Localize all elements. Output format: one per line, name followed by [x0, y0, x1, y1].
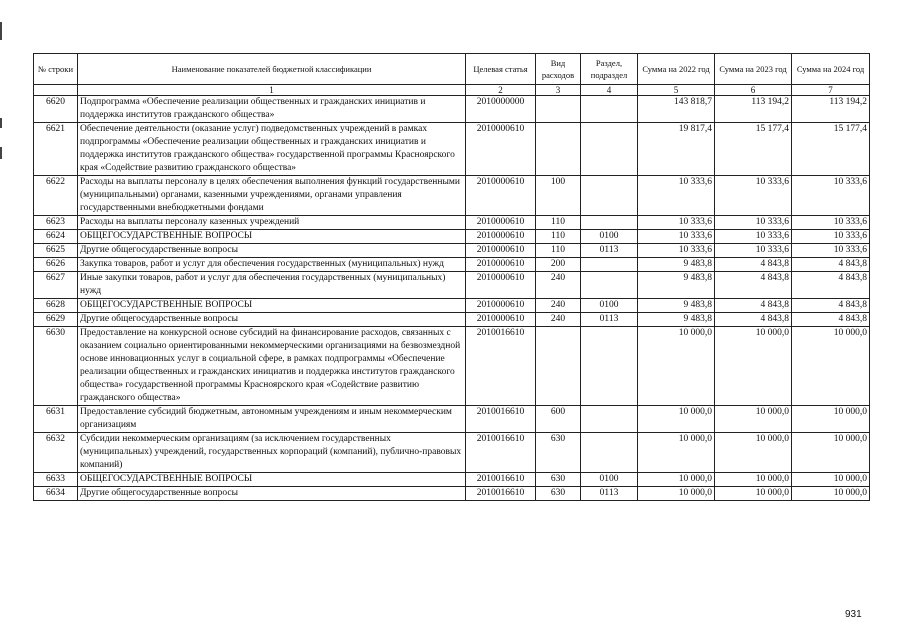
row-number: 6634	[34, 487, 78, 501]
sum-2022: 10 000,0	[638, 406, 715, 433]
sum-2023: 4 843,8	[715, 299, 792, 313]
section-code: 0113	[581, 313, 638, 327]
sum-2024: 10 000,0	[792, 327, 870, 406]
table-row	[34, 244, 870, 258]
section-code	[581, 433, 638, 473]
sum-2024: 10 333,6	[792, 176, 870, 216]
row-number: 6630	[34, 327, 78, 406]
section-code: 0113	[581, 244, 638, 258]
row-number: 6629	[34, 313, 78, 327]
indicator-name: Другие общегосударственные вопросы	[78, 313, 466, 327]
row-number: 6622	[34, 176, 78, 216]
sum-2024: 15 177,4	[792, 123, 870, 176]
indicator-name: Иные закупки товаров, работ и услуг для обеспечения государственных (муниципальных) нужд	[78, 272, 466, 299]
indicator-name: Обеспечение деятельности (оказание услуг) подведомственных учреждений в рамках подпрограммы «Обеспечение реализации общественных и гражданских инициатив и поддержка институтов гражданского общества» государственной программы Красноярского края «Содействие развитию гражданского общества»	[78, 123, 466, 176]
expense-type	[536, 96, 581, 123]
table-row	[34, 299, 870, 313]
row-number: 6632	[34, 433, 78, 473]
indicator-name: Другие общегосударственные вопросы	[78, 487, 466, 501]
table-row	[34, 176, 870, 216]
column-number	[34, 85, 78, 96]
section-code	[581, 327, 638, 406]
expense-type: 240	[536, 299, 581, 313]
header-name: Наименование показателей бюджетной классификации	[78, 54, 466, 85]
scan-edge-mark	[0, 118, 2, 128]
header-exp-type: Вид расходов	[536, 54, 581, 85]
scan-edge-mark	[0, 22, 2, 40]
sum-2023: 10 000,0	[715, 487, 792, 501]
table-row	[34, 406, 870, 433]
section-code	[581, 272, 638, 299]
sum-2023: 10 333,6	[715, 230, 792, 244]
expense-type: 110	[536, 216, 581, 230]
sum-2023: 10 000,0	[715, 406, 792, 433]
expense-type: 110	[536, 230, 581, 244]
expense-type	[536, 123, 581, 176]
table-row	[34, 327, 870, 406]
section-code	[581, 123, 638, 176]
header-row	[34, 54, 870, 85]
column-number: 3	[536, 85, 581, 96]
table-row	[34, 230, 870, 244]
sum-2023: 10 333,6	[715, 244, 792, 258]
section-code: 0113	[581, 487, 638, 501]
indicator-name: Другие общегосударственные вопросы	[78, 244, 466, 258]
table-row	[34, 272, 870, 299]
indicator-name: Предоставление субсидий бюджетным, автономным учреждениям и иным некоммерческим организациям	[78, 406, 466, 433]
table-row	[34, 313, 870, 327]
scan-edge-mark	[0, 147, 2, 159]
sum-2023: 10 000,0	[715, 433, 792, 473]
row-number: 6621	[34, 123, 78, 176]
expense-type: 240	[536, 313, 581, 327]
sum-2022: 143 818,7	[638, 96, 715, 123]
expense-type	[536, 327, 581, 406]
target-article: 2010000610	[466, 258, 536, 272]
expense-type: 630	[536, 487, 581, 501]
sum-2022: 10 333,6	[638, 176, 715, 216]
budget-table	[33, 53, 870, 501]
section-code	[581, 176, 638, 216]
expense-type: 100	[536, 176, 581, 216]
column-number: 6	[715, 85, 792, 96]
target-article: 2010000610	[466, 244, 536, 258]
row-number: 6620	[34, 96, 78, 123]
section-code	[581, 258, 638, 272]
sum-2022: 10 333,6	[638, 216, 715, 230]
indicator-name: Предоставление на конкурсной основе субсидий на финансирование расходов, связанных с оказанием социально ориентированными некоммерческими организациями на безвозмездной основе инновационных услуг в социальной сфере, в рамках подпрограммы «Обеспечение реализации общественных и гражданских инициатив и поддержка институтов гражданского общества» государственной программы Красноярского края «Содействие развитию гражданского общества»	[78, 327, 466, 406]
sum-2022: 10 000,0	[638, 433, 715, 473]
column-number: 2	[466, 85, 536, 96]
expense-type: 600	[536, 406, 581, 433]
sum-2024: 113 194,2	[792, 96, 870, 123]
target-article: 2010016610	[466, 487, 536, 501]
target-article: 2010000610	[466, 272, 536, 299]
section-code	[581, 96, 638, 123]
column-number-row	[34, 85, 870, 96]
indicator-name: Расходы на выплаты персоналу в целях обеспечения выполнения функций государственными (муниципальными) органами, казенными учреждениями, органами управления государственными внебюджетными фондами	[78, 176, 466, 216]
sum-2024: 10 000,0	[792, 433, 870, 473]
expense-type: 240	[536, 272, 581, 299]
table-row	[34, 433, 870, 473]
sum-2023: 4 843,8	[715, 272, 792, 299]
sum-2023: 10 333,6	[715, 216, 792, 230]
sum-2022: 10 000,0	[638, 487, 715, 501]
header-sum-2023: Сумма на 2023 год	[715, 54, 792, 85]
sum-2024: 4 843,8	[792, 299, 870, 313]
sum-2024: 10 333,6	[792, 216, 870, 230]
target-article: 2010000000	[466, 96, 536, 123]
target-article: 2010000610	[466, 230, 536, 244]
table-body	[34, 96, 870, 501]
target-article: 2010000610	[466, 176, 536, 216]
row-number: 6626	[34, 258, 78, 272]
sum-2022: 9 483,8	[638, 299, 715, 313]
indicator-name: ОБЩЕГОСУДАРСТВЕННЫЕ ВОПРОСЫ	[78, 299, 466, 313]
column-number: 7	[792, 85, 870, 96]
sum-2022: 10 000,0	[638, 327, 715, 406]
target-article: 2010000610	[466, 123, 536, 176]
indicator-name: Субсидии некоммерческим организациям (за исключением государственных (муниципальных) учреждений, государственных корпораций (компаний), публично-правовых компаний)	[78, 433, 466, 473]
target-article: 2010000610	[466, 216, 536, 230]
target-article: 2010000610	[466, 313, 536, 327]
table-row	[34, 258, 870, 272]
table-row	[34, 96, 870, 123]
target-article: 2010016610	[466, 327, 536, 406]
row-number: 6633	[34, 473, 78, 487]
sum-2022: 10 333,6	[638, 244, 715, 258]
sum-2024: 10 333,6	[792, 244, 870, 258]
header-sum-2024: Сумма на 2024 год	[792, 54, 870, 85]
header-target: Целевая статья	[466, 54, 536, 85]
sum-2023: 4 843,8	[715, 258, 792, 272]
expense-type: 110	[536, 244, 581, 258]
sum-2022: 10 000,0	[638, 473, 715, 487]
header-row-no: № строки	[34, 54, 78, 85]
indicator-name: ОБЩЕГОСУДАРСТВЕННЫЕ ВОПРОСЫ	[78, 230, 466, 244]
sum-2022: 9 483,8	[638, 313, 715, 327]
expense-type: 200	[536, 258, 581, 272]
target-article: 2010000610	[466, 299, 536, 313]
sum-2023: 10 333,6	[715, 176, 792, 216]
row-number: 6623	[34, 216, 78, 230]
table-row	[34, 216, 870, 230]
sum-2023: 113 194,2	[715, 96, 792, 123]
row-number: 6627	[34, 272, 78, 299]
target-article: 2010016610	[466, 473, 536, 487]
section-code	[581, 406, 638, 433]
table-row	[34, 473, 870, 487]
header-sum-2022: Сумма на 2022 год	[638, 54, 715, 85]
indicator-name: Расходы на выплаты персоналу казенных учреждений	[78, 216, 466, 230]
row-number: 6625	[34, 244, 78, 258]
sum-2023: 10 000,0	[715, 473, 792, 487]
section-code	[581, 216, 638, 230]
column-number: 1	[78, 85, 466, 96]
expense-type: 630	[536, 473, 581, 487]
sum-2023: 15 177,4	[715, 123, 792, 176]
target-article: 2010016610	[466, 406, 536, 433]
sum-2024: 4 843,8	[792, 258, 870, 272]
sum-2024: 4 843,8	[792, 272, 870, 299]
sum-2024: 10 000,0	[792, 473, 870, 487]
sum-2024: 10 000,0	[792, 487, 870, 501]
sum-2024: 10 000,0	[792, 406, 870, 433]
sum-2023: 4 843,8	[715, 313, 792, 327]
section-code: 0100	[581, 230, 638, 244]
column-number: 5	[638, 85, 715, 96]
row-number: 6631	[34, 406, 78, 433]
sum-2024: 4 843,8	[792, 313, 870, 327]
sum-2022: 9 483,8	[638, 258, 715, 272]
table-row	[34, 123, 870, 176]
row-number: 6624	[34, 230, 78, 244]
sum-2022: 10 333,6	[638, 230, 715, 244]
expense-type: 630	[536, 433, 581, 473]
row-number: 6628	[34, 299, 78, 313]
header-section: Раздел, подраздел	[581, 54, 638, 85]
table-row	[34, 487, 870, 501]
section-code: 0100	[581, 299, 638, 313]
section-code: 0100	[581, 473, 638, 487]
indicator-name: ОБЩЕГОСУДАРСТВЕННЫЕ ВОПРОСЫ	[78, 473, 466, 487]
indicator-name: Закупка товаров, работ и услуг для обеспечения государственных (муниципальных) нужд	[78, 258, 466, 272]
page-number: 931	[845, 609, 862, 620]
sum-2023: 10 000,0	[715, 327, 792, 406]
column-number: 4	[581, 85, 638, 96]
sum-2022: 9 483,8	[638, 272, 715, 299]
sum-2022: 19 817,4	[638, 123, 715, 176]
sum-2024: 10 333,6	[792, 230, 870, 244]
target-article: 2010016610	[466, 433, 536, 473]
indicator-name: Подпрограмма «Обеспечение реализации общественных и гражданских инициатив и поддержка институтов гражданского общества»	[78, 96, 466, 123]
